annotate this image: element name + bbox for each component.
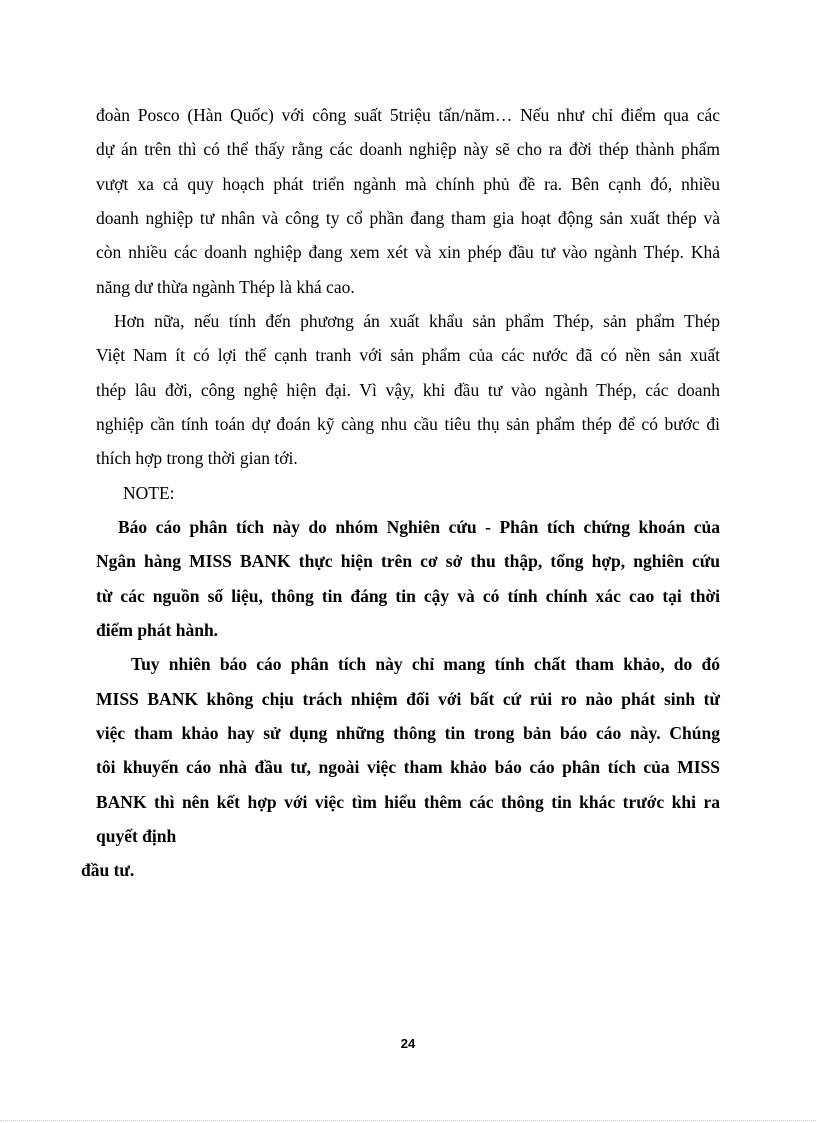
note-paragraph-2-line: Tuy nhiên báo cáo phân tích này chỉ mang tính chất tham khảo, do đó [131,654,720,674]
paragraph-1-line: vượt xa cả quy hoạch phát triển ngành mà chính phủ đề ra. Bên cạnh đó, nhiều [96,174,720,194]
paragraph-1-line: năng dư thừa ngành Thép là khá cao. [96,277,355,297]
note-paragraph-1-line: điểm phát hành. [96,620,219,640]
paragraph-1-line: dự án trên thì có thể thấy rằng các doanh nghiệp này sẽ cho ra đời thép thành phẩm [96,139,720,159]
note-paragraph-2-line: đầu tư. [81,860,135,880]
paragraph-2-line: nghiệp cần tính toán dự đoán kỹ càng nhu cầu tiêu thụ sản phẩm thép để có bước đi [96,414,720,434]
note-paragraph-2-line: quyết định [96,826,177,846]
note-paragraph-2-line: BANK thì nên kết hợp với việc tìm hiểu thêm các thông tin khác trước khi ra [96,792,720,812]
paragraph-2-line: thép lâu đời, công nghệ hiện đại. Vì vậy, khi đầu tư vào ngành Thép, các doanh [96,380,720,400]
paragraph-2-line: Hơn nữa, nếu tính đến phương án xuất khẩu sản phẩm Thép, sản phẩm Thép [114,311,720,331]
paragraph-1-line: còn nhiều các doanh nghiệp đang xem xét và xin phép đầu tư vào ngành Thép. Khả [96,242,720,262]
paragraph-1-line: đoàn Posco (Hàn Quốc) với công suất 5triệu tấn/năm… Nếu như chỉ điểm qua các [96,105,720,125]
paragraph-2-line: Việt Nam ít có lợi thế cạnh tranh với sản phẩm của các nước đã có nền sản xuất [96,345,720,365]
note-paragraph-2-line: MISS BANK không chịu trách nhiệm đối với bất cứ rủi ro nào phát sinh từ [96,689,720,709]
note-paragraph-2-line: tôi khuyến cáo nhà đầu tư, ngoài việc tham khảo báo cáo phân tích của MISS [96,757,720,777]
note-label: NOTE: [123,483,175,503]
page-number: 24 [400,1036,416,1051]
note-paragraph-1-line: từ các nguồn số liệu, thông tin đáng tin cậy và có tính chính xác cao tại thời [96,586,720,606]
note-paragraph-1-line: Ngân hàng MISS BANK thực hiện trên cơ sở thu thập, tổng hợp, nghiên cứu [96,551,720,571]
note-paragraph-2-line: việc tham khảo hay sử dụng những thông tin trong bản báo cáo này. Chúng [96,723,720,743]
paragraph-1-line: doanh nghiệp tư nhân và công ty cổ phần đang tham gia hoạt động sản xuất thép và [96,208,720,228]
paragraph-2-line: thích hợp trong thời gian tới. [96,448,298,468]
bottom-divider [0,1120,816,1121]
note-paragraph-1-line: Báo cáo phân tích này do nhóm Nghiên cứu - Phân tích chứng khoán của [118,517,720,537]
